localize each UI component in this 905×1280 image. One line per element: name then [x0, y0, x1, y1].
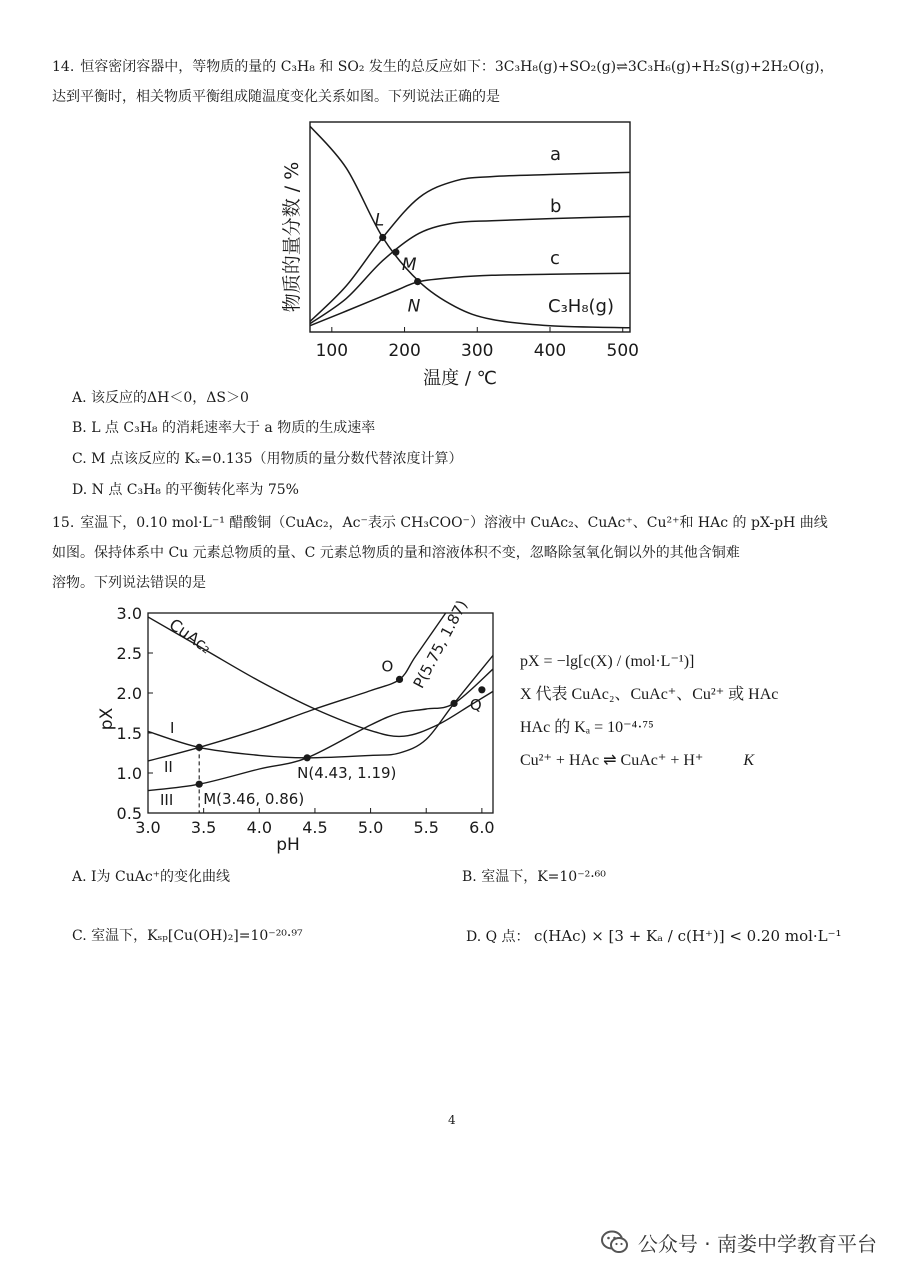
q14-option-b: B. L 点 C₃H₈ 的消耗速率大于 a 物质的生成速率	[72, 420, 376, 436]
point-label-O: O	[381, 657, 394, 676]
series-label-b: b	[550, 196, 562, 217]
q15-option-b: B. 室温下，K=10⁻²·⁶⁰	[462, 869, 606, 885]
q14-stem-line2: 达到平衡时，相关物质平衡组成随温度变化关系如图。下列说法正确的是	[52, 89, 500, 105]
q15-stem-line2: 如图。保持体系中 Cu 元素总物质的量、C 元素总物质的量和溶液体积不变，忽略除氢氧化铜以外的其他含铜难	[52, 545, 740, 561]
q15-number: 15.	[52, 515, 75, 531]
y-tick-label: 1.5	[116, 724, 142, 743]
x-tick-label: 3.5	[190, 818, 217, 837]
q15-notes	[520, 645, 860, 777]
point-M	[196, 781, 203, 788]
series-label-c: c	[550, 248, 560, 269]
x-tick-label: 4.0	[246, 818, 273, 837]
x-tick-label: 4.5	[302, 818, 328, 837]
x-tick-label: 400	[533, 341, 567, 361]
point-label-M: M	[401, 255, 417, 276]
series-label-I: I	[170, 719, 175, 737]
y-tick-label: 2.5	[116, 644, 142, 663]
wechat-icon	[600, 1227, 630, 1257]
q15-option-c: C. 室温下，Kₛₚ[Cu(OH)₂]=10⁻²⁰·⁹⁷	[72, 928, 303, 944]
point-O	[396, 676, 403, 683]
point-intersection	[196, 744, 203, 751]
q15-option-d-formula: c(HAc) × [3 + Kₐ / c(H⁺)] < 0.20 mol·L⁻¹	[534, 927, 842, 945]
q14-option-c: C. M 点该反应的 Kₓ=0.135（用物质的量分数代替浓度计算）	[72, 451, 463, 467]
y-tick-label: 2.0	[116, 684, 142, 703]
q15-chart	[97, 597, 500, 855]
point-label-Q: Q	[469, 695, 482, 714]
series-label-CuAc2: CuAc₂	[165, 614, 216, 658]
px-definition: pX = −lg[c(X) / (mol·L⁻¹)]	[520, 653, 695, 670]
point-label-M: M(3.46, 0.86)	[203, 790, 305, 809]
q14-option-d: D. N 点 C₃H₈ 的平衡转化率为 75%	[72, 482, 299, 498]
y-tick-label: 3.0	[116, 604, 142, 623]
x-axis-label: 温度 / ℃	[423, 368, 497, 389]
point-label-N: N(4.43, 1.19)	[297, 763, 397, 782]
point-Q	[478, 686, 485, 693]
series-label-II: II	[164, 758, 173, 776]
q14-option-a: A. 该反应的ΔH＜0，ΔS＞0	[72, 390, 249, 406]
x-tick-label: 100	[315, 341, 349, 361]
q15-option-a: A. I为 CuAc⁺的变化曲线	[72, 869, 231, 885]
q14-chart-svg	[270, 110, 650, 389]
point-label-P: P(5.75, 1.87)	[409, 597, 472, 692]
point-P	[450, 700, 457, 707]
q15-stem-line3: 溶物。下列说法错误的是	[52, 575, 206, 591]
x-tick-label: 5.5	[413, 818, 439, 837]
x-tick-label: 3.0	[135, 818, 161, 837]
y-axis-label: pX	[97, 707, 117, 731]
y-axis-label: 物质的量分数 / %	[281, 161, 303, 313]
equilibrium-k: K	[743, 752, 755, 769]
q14-chart	[270, 110, 650, 389]
x-representation: X 代表 CuAc₂、CuAc⁺、Cu²⁺ 或 HAc	[520, 686, 779, 703]
q15-chart-svg	[97, 597, 500, 855]
q15-option-d-prefix: D. Q 点：	[466, 929, 530, 945]
q14-stem-line1: 恒容密闭容器中，等物质的量的 C₃H₈ 和 SO₂ 发生的总反应如下：3C₃H₈(g)+SO₂(g)⇌3C₃H₆(g)+H₂S(g)+2H₂O(g)，	[80, 59, 834, 75]
point-N	[304, 754, 311, 761]
watermark	[600, 1227, 877, 1257]
page-number: 4	[448, 1113, 456, 1127]
watermark-text: 公众号 · 南娄中学教育平台	[637, 1231, 877, 1256]
point-L	[379, 234, 386, 241]
y-tick-label: 0.5	[116, 804, 142, 823]
equilibrium-equation: Cu²⁺ + HAc ⇌ CuAc⁺ + H⁺	[520, 752, 704, 769]
point-M	[392, 249, 399, 256]
x-tick-label: 500	[606, 341, 639, 361]
y-tick-label: 1.0	[116, 764, 142, 783]
x-axis-label: pH	[276, 835, 300, 855]
series-label-C₃H₈(g): C₃H₈(g)	[548, 296, 615, 317]
q14-stem	[52, 52, 872, 112]
series-label-a: a	[550, 144, 562, 165]
x-tick-label: 200	[388, 341, 421, 361]
x-tick-label: 6.0	[469, 818, 495, 837]
ka-value: HAc 的 Kₐ = 10⁻⁴·⁷⁵	[520, 719, 654, 736]
x-tick-label: 300	[461, 341, 494, 361]
point-label-L: L	[374, 210, 385, 231]
equilibrium-row	[520, 744, 860, 777]
q15-option-d	[466, 926, 842, 947]
point-label-N: N	[407, 296, 421, 317]
series-label-III: III	[160, 791, 174, 809]
q15-stem	[52, 508, 872, 598]
x-tick-label: 5.0	[357, 818, 384, 837]
point-N	[414, 278, 421, 285]
q14-number: 14.	[52, 59, 75, 75]
q15-stem-line1: 室温下，0.10 mol·L⁻¹ 醋酸铜（CuAc₂，Ac⁻表示 CH₃COO⁻）溶液中 CuAc₂、CuAc⁺、Cu²⁺和 HAc 的 pX-pH 曲线	[80, 515, 828, 531]
